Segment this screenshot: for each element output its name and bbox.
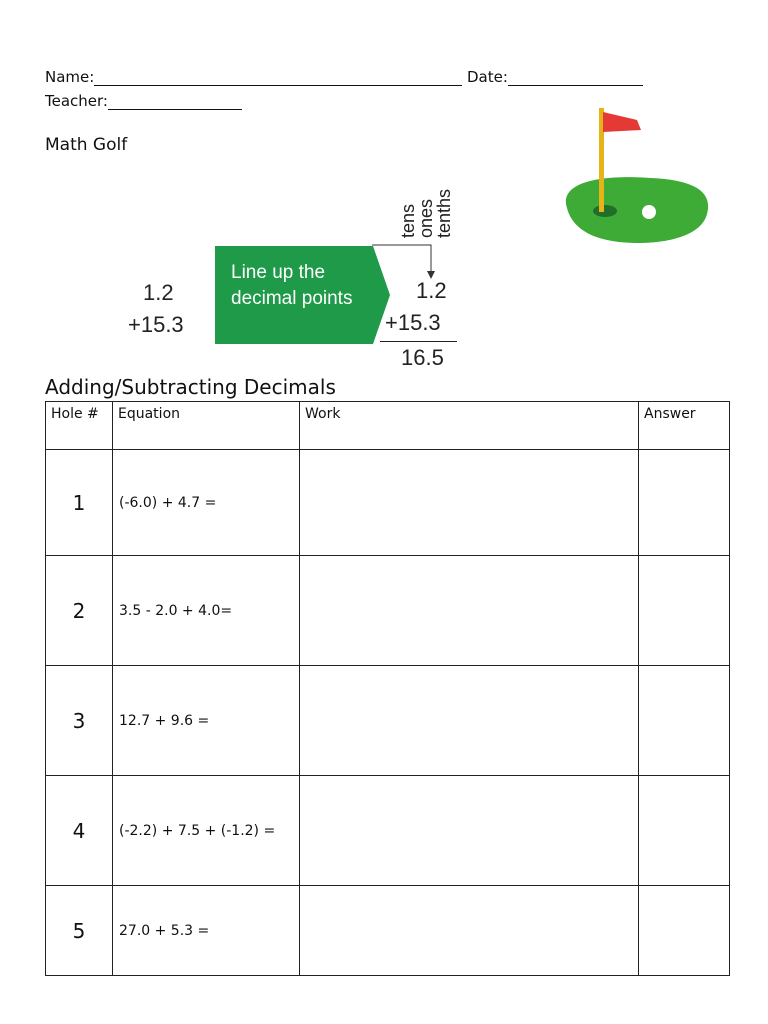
answer-cell[interactable]	[639, 450, 730, 556]
work-cell[interactable]	[300, 556, 639, 666]
name-field	[45, 68, 462, 86]
sum-line	[380, 341, 457, 342]
table-row	[46, 450, 730, 556]
worksheet-title: Math Golf	[45, 135, 128, 155]
example-right-bottom: +15.3	[385, 310, 441, 335]
example-left-top: 1.2	[143, 280, 174, 305]
golf-hole-shape	[593, 205, 617, 217]
example-right-sum: 16.5	[401, 345, 444, 370]
equation-cell: (-2.2) + 7.5 + (-1.2) =	[113, 776, 300, 886]
pointer-line	[372, 245, 431, 273]
arrow-text	[231, 260, 352, 312]
teacher-line[interactable]	[108, 95, 242, 110]
place-label-tens: tens	[398, 203, 418, 238]
arrow-text-line1: Line up the	[231, 262, 326, 283]
hole-number: 2	[46, 556, 113, 666]
work-cell[interactable]	[300, 666, 639, 776]
equation-cell: 27.0 + 5.3 =	[113, 886, 300, 976]
equation-cell: (-6.0) + 4.7 =	[113, 450, 300, 556]
date-label: Date:	[467, 68, 508, 86]
name-line[interactable]	[94, 71, 462, 86]
header-hole: Hole #	[46, 402, 113, 450]
name-label: Name:	[45, 68, 95, 86]
pointer-arrow	[370, 240, 440, 280]
answer-cell[interactable]	[639, 776, 730, 886]
worksheet-table	[45, 401, 730, 976]
table-row	[46, 556, 730, 666]
equation-cell: 3.5 - 2.0 + 4.0=	[113, 556, 300, 666]
teacher-label: Teacher:	[45, 92, 108, 110]
place-label-tenths: tenths	[434, 188, 454, 238]
golf-ball-shape	[642, 205, 656, 219]
date-line[interactable]	[508, 71, 643, 86]
section-title: Adding/Subtracting Decimals	[45, 375, 336, 399]
table-row	[46, 666, 730, 776]
work-cell[interactable]	[300, 886, 639, 976]
hole-number: 5	[46, 886, 113, 976]
table-row	[46, 776, 730, 886]
place-label-ones: ones	[416, 198, 436, 238]
table-row	[46, 886, 730, 976]
table-header-row	[46, 402, 730, 450]
arrow-text-line2: decimal points	[231, 288, 353, 309]
date-field	[467, 68, 643, 86]
example-left-bottom: +15.3	[128, 312, 184, 337]
hole-number: 1	[46, 450, 113, 556]
header-equation: Equation	[113, 402, 300, 450]
hole-number: 4	[46, 776, 113, 886]
flag-shape	[603, 112, 641, 132]
answer-cell[interactable]	[639, 886, 730, 976]
golf-green-icon	[555, 100, 725, 250]
header-work: Work	[300, 402, 639, 450]
header-answer: Answer	[639, 402, 730, 450]
answer-cell[interactable]	[639, 666, 730, 776]
example-right-top: 1.2	[416, 278, 447, 303]
putting-green-shape	[566, 177, 708, 243]
work-cell[interactable]	[300, 776, 639, 886]
teacher-field	[45, 92, 242, 110]
hole-number: 3	[46, 666, 113, 776]
answer-cell[interactable]	[639, 556, 730, 666]
equation-cell: 12.7 + 9.6 =	[113, 666, 300, 776]
work-cell[interactable]	[300, 450, 639, 556]
